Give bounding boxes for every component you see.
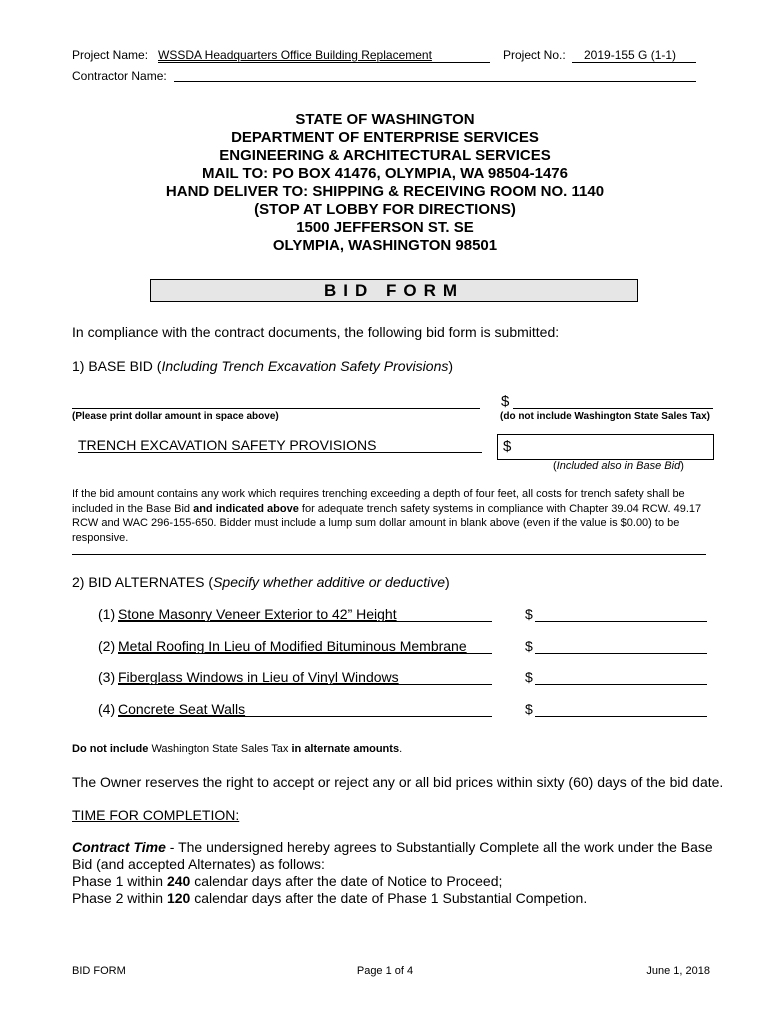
alternate-label-line <box>118 716 492 717</box>
base-bid-heading <box>72 358 453 374</box>
contract-time-paragraph <box>72 839 718 907</box>
bid-form-title: BID FORM <box>323 281 465 300</box>
note-close: ) <box>680 460 684 472</box>
alternate-amount-line[interactable] <box>535 684 707 685</box>
agency-line: OLYMPIA, WASHINGTON 98501 <box>272 237 498 254</box>
alternate-item-number: (1) <box>98 606 116 622</box>
trench-amount-box[interactable] <box>497 434 714 460</box>
alternate-label-line <box>118 621 492 622</box>
trench-paragraph-part: for adequate trench safety systems in compliance with Chapter 39.04 RCW. 49.17 RCW and WAC 296-155-650. Bidder must include a lump sum dollar amount in blank above (even if the value is $0.00) to be responsive. <box>72 502 702 544</box>
agency-line: ENGINEERING & ARCHITECTURAL SERVICES <box>219 147 551 164</box>
print-amount-note: (Please print dollar amount in space above) <box>72 411 279 422</box>
alternate-label-line <box>118 684 492 685</box>
base-bid-suffix: ) <box>448 358 454 374</box>
alternate-item-number: (2) <box>98 638 116 654</box>
project-no-line <box>572 62 696 63</box>
project-name-label: Project Name: <box>72 48 149 62</box>
contractor-name-line[interactable] <box>174 81 696 82</box>
alternate-dollar-sign: $ <box>525 669 533 685</box>
trench-paragraph-bold: and indicated above <box>193 502 299 515</box>
alternate-item-label: Stone Masonry Veneer Exterior to 42” Height <box>118 606 397 622</box>
footer-page-number: Page 1 of 4 <box>356 965 414 977</box>
trench-included-note <box>553 460 684 472</box>
alternates-italic: Specify whether additive or deductive <box>213 574 445 590</box>
trench-dollar-sign: $ <box>503 438 512 455</box>
agency-line: HAND DELIVER TO: SHIPPING & RECEIVING ROOM NO. 1140 <box>165 183 605 200</box>
contract-time-label: Contract Time <box>72 839 166 855</box>
alternate-amount-line[interactable] <box>535 716 707 717</box>
time-for-completion-heading: TIME FOR COMPLETION: <box>72 807 240 823</box>
note-italic: Included also in Base Bid <box>556 460 681 472</box>
bid-alternates-heading <box>72 574 450 590</box>
sales-tax-note: (do not include Washington State Sales Tax) <box>500 411 711 422</box>
base-bid-amount-line[interactable] <box>513 408 713 409</box>
phase1-days: 240 <box>166 873 191 889</box>
tax-note-bold: Do not include <box>72 743 149 755</box>
note-open: ( <box>553 460 557 472</box>
footer-date: June 1, 2018 <box>646 965 710 977</box>
alternate-amount-line[interactable] <box>535 653 707 654</box>
agency-line: (STOP AT LOBBY FOR DIRECTIONS) <box>254 201 516 218</box>
trench-label: TRENCH EXCAVATION SAFETY PROVISIONS <box>78 437 377 453</box>
alternate-dollar-sign: $ <box>525 638 533 654</box>
base-bid-dollar-sign: $ <box>501 393 510 410</box>
alternate-item-label: Fiberglass Windows in Lieu of Vinyl Windows <box>118 669 399 685</box>
phase2-days: 120 <box>166 890 191 906</box>
alternate-tax-note <box>72 743 402 755</box>
trench-label-line <box>78 452 482 453</box>
contract-time-text: - The undersigned hereby agrees to Substantially Complete all the work under the Base Bid (and accepted Alternates) as follows: <box>72 839 713 872</box>
agency-line: 1500 JEFFERSON ST. SE <box>296 219 474 236</box>
alternate-dollar-sign: $ <box>525 701 533 717</box>
agency-line: STATE OF WASHINGTON <box>295 111 475 128</box>
base-bid-prefix: 1) BASE BID ( <box>72 358 162 374</box>
alternate-dollar-sign: $ <box>525 606 533 622</box>
contractor-name-label: Contractor Name: <box>72 69 167 83</box>
tax-note-end: . <box>399 743 403 755</box>
alternates-suffix: ) <box>445 574 450 590</box>
project-no-label: Project No.: <box>503 48 566 62</box>
footer-left: BID FORM <box>72 965 126 977</box>
alternate-item-number: (4) <box>98 701 116 717</box>
phase1-suffix: calendar days after the date of Notice to Proceed; <box>190 873 503 889</box>
alternate-item-label: Concrete Seat Walls <box>118 701 246 717</box>
alternate-item-label: Metal Roofing In Lieu of Modified Bituminous Membrane <box>118 638 467 654</box>
section-divider <box>72 554 706 555</box>
bid-form-title-box <box>150 279 638 302</box>
phase2-prefix: Phase 2 within <box>72 890 167 906</box>
project-name-line <box>158 62 490 63</box>
base-bid-italic: Including Trench Excavation Safety Provisions <box>161 358 449 374</box>
project-name-value: WSSDA Headquarters Office Building Replacement <box>158 48 432 62</box>
owner-reserves-text: The Owner reserves the right to accept or reject any or all bid prices within sixty (60) days of the bid date. <box>72 774 724 790</box>
tax-note-mid: Washington State Sales Tax <box>148 743 292 755</box>
intro-text: In compliance with the contract documents, the following bid form is submitted: <box>72 324 560 340</box>
phase2-suffix: calendar days after the date of Phase 1 Substantial Competion. <box>190 890 588 906</box>
tax-note-bold: in alternate amounts <box>291 743 400 755</box>
alternate-label-line <box>118 653 492 654</box>
project-no-value: 2019-155 G (1-1) <box>584 48 677 62</box>
phase1-prefix: Phase 1 within <box>72 873 167 889</box>
alternate-item-number: (3) <box>98 669 116 685</box>
agency-line: MAIL TO: PO BOX 41476, OLYMPIA, WA 98504-1476 <box>202 165 568 182</box>
trench-paragraph <box>72 487 718 545</box>
trench-paragraph-part: If the bid amount contains any work which requires trenching exceeding a depth of four feet, all costs for trench safety shall be included in the Base Bid <box>72 488 685 515</box>
base-bid-words-line[interactable] <box>72 408 480 409</box>
alternate-amount-line[interactable] <box>535 621 707 622</box>
agency-line: DEPARTMENT OF ENTERPRISE SERVICES <box>231 129 539 146</box>
alternates-prefix: 2) BID ALTERNATES ( <box>72 574 214 590</box>
